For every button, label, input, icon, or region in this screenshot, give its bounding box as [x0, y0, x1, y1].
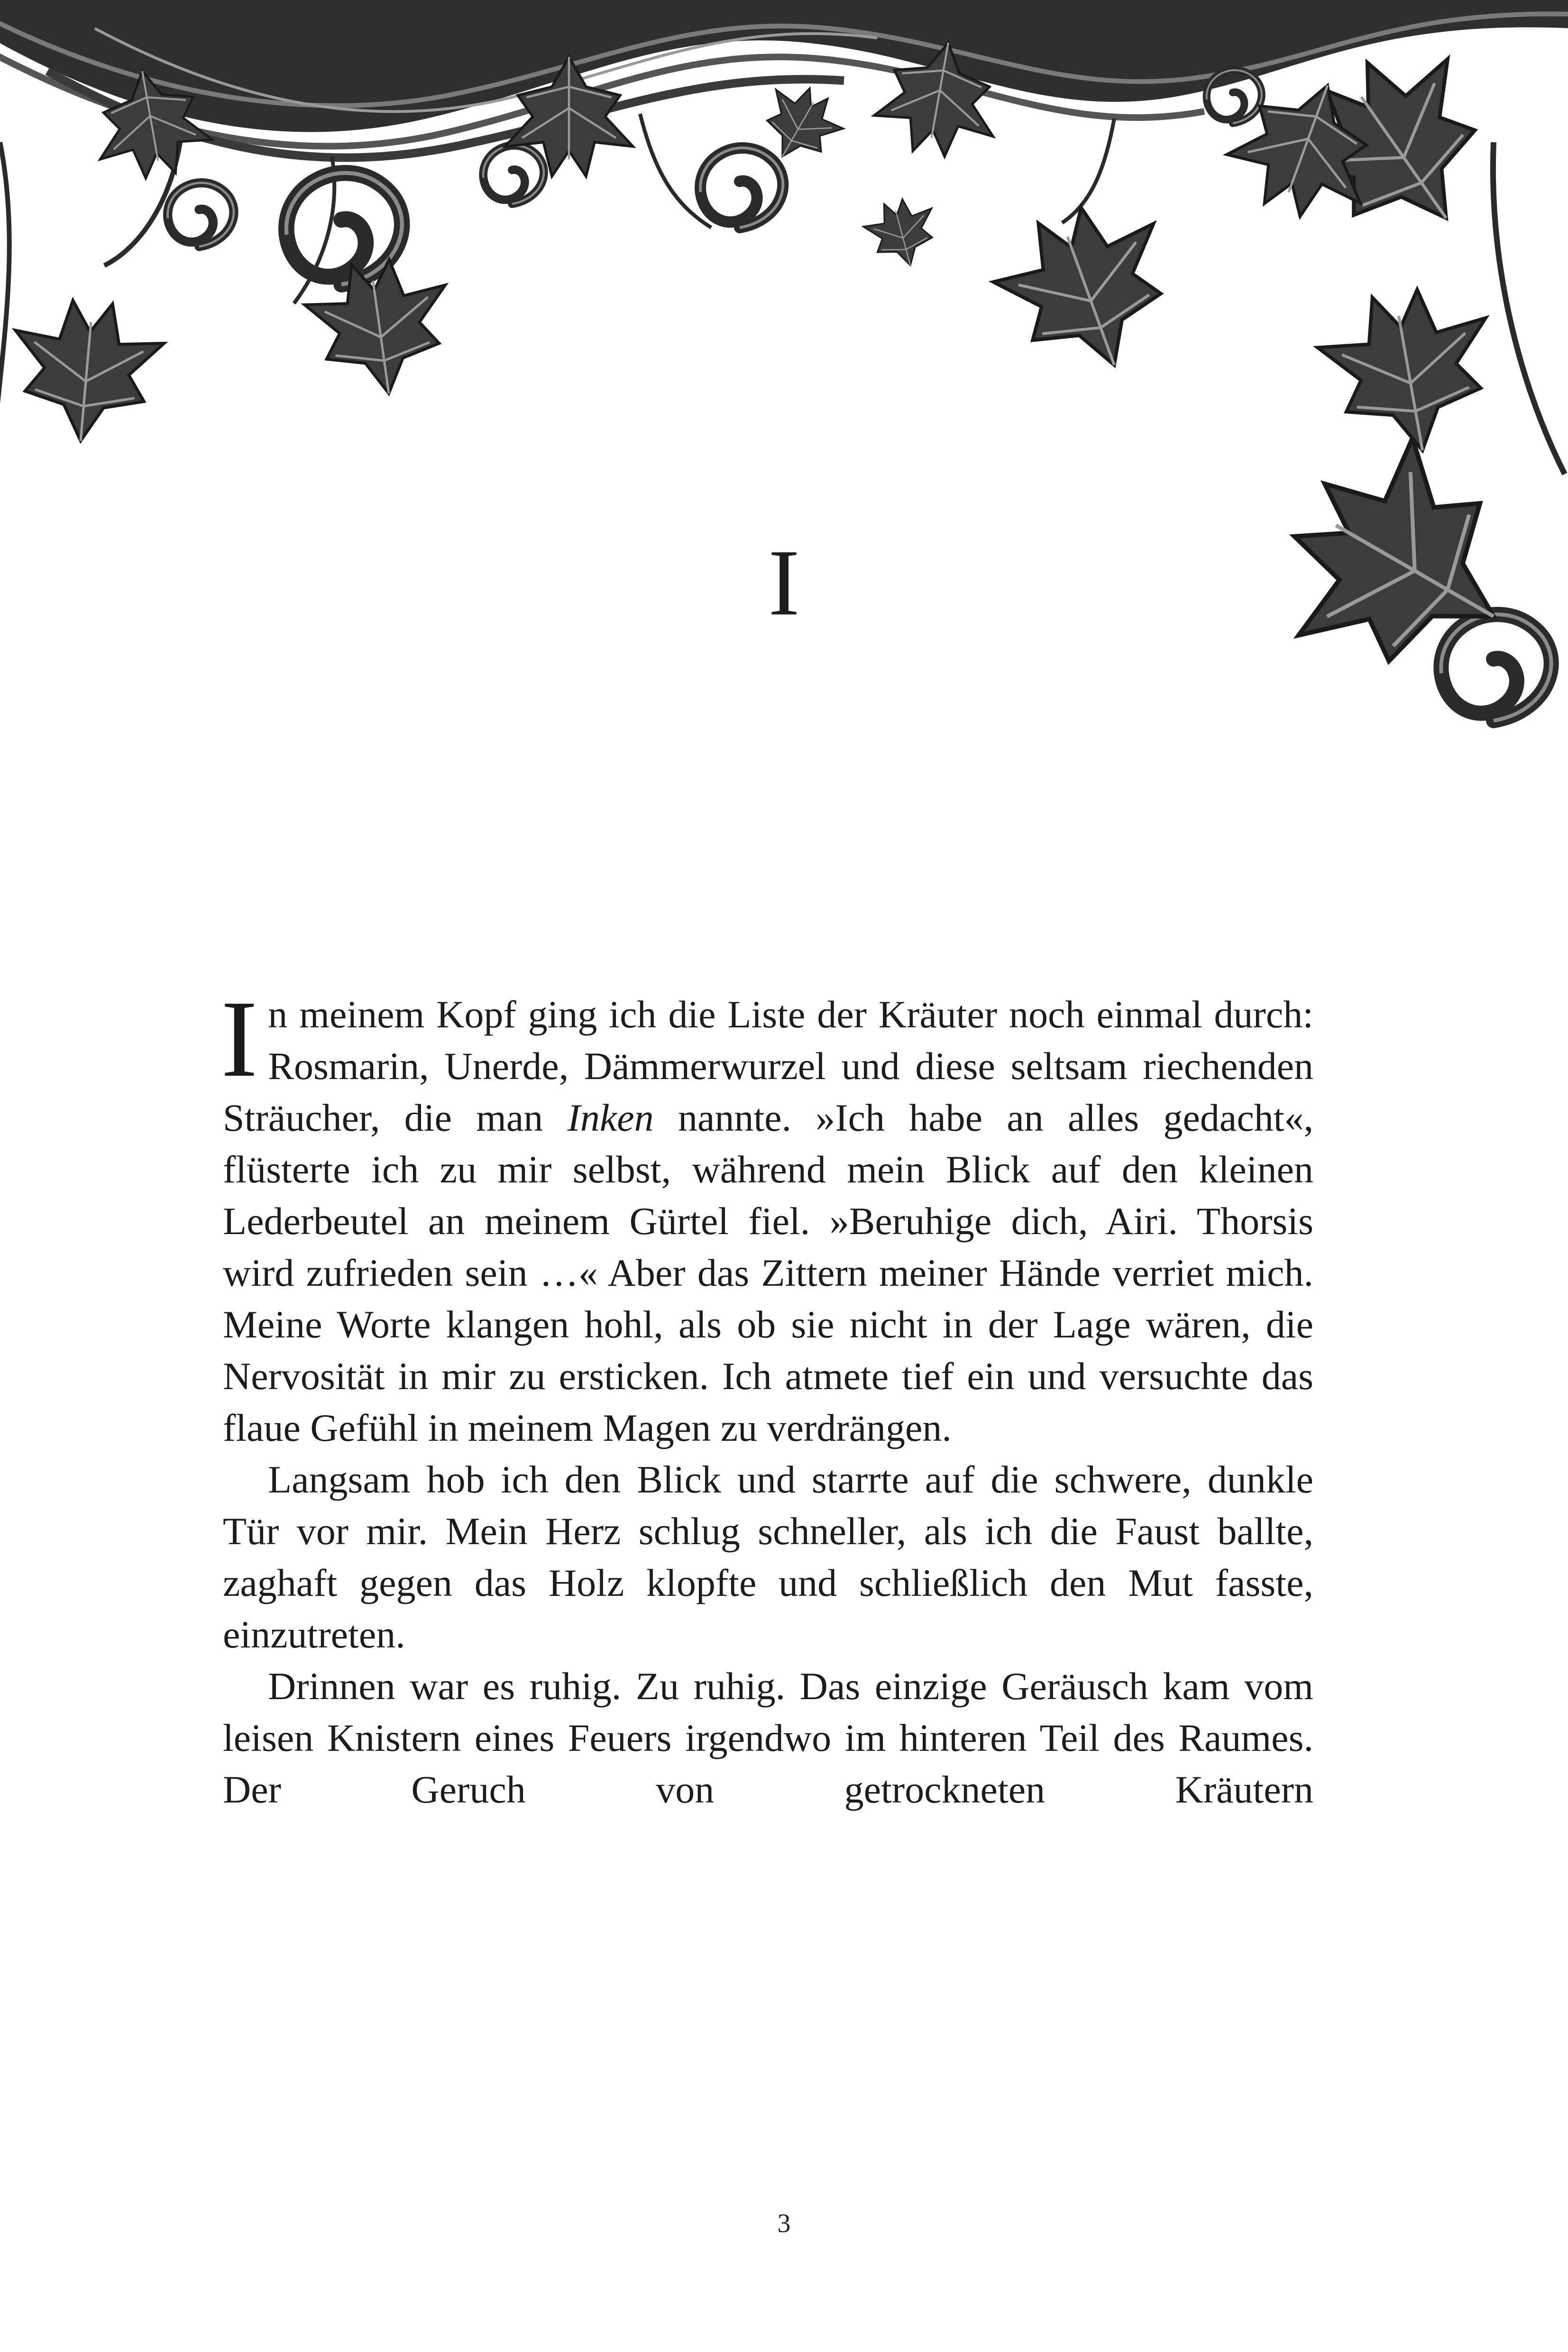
paragraph-1-italic: Inken — [567, 1096, 654, 1139]
chapter-number: I — [768, 531, 800, 635]
paragraph-1 — [221, 978, 1313, 1454]
paragraph-1-text-a: n meinem Kopf ging ich die Liste der Kräuter noch einmal durch: Rosmarin, Unerde, Dämmerwurzel und diese seltsam riechenden Sträucher, die man — [223, 993, 1313, 1139]
drop-cap: I — [221, 978, 258, 1100]
paragraph-2: Langsam hob ich den Blick und starrte auf die schwere, dunkle Tür vor mir. Mein Herz schlug schneller, als ich die Faust ballte, zaghaft gegen das Holz klopfte und schließlich den Mut fasste, einzutreten. — [223, 1458, 1313, 1656]
paragraph-3: Drinnen war es ruhig. Zu ruhig. Das einzige Geräusch kam vom leisen Knistern eines Feuers irgendwo im hinteren Teil des Raumes. Der Geruch von getrockneten Kräutern — [223, 1665, 1313, 1811]
paragraph-1-text-b: nannte. »Ich habe an alles gedacht«, flüsterte ich zu mir selbst, während mein Blick auf den kleinen Lederbeutel an meinem Gürtel fiel. »Beruhige dich, Airi. Thorsis wird zufrieden sein …« Aber das Zittern meiner Hände verriet mich. Meine Worte klangen hohl, als ob sie nicht in der Lage wären, die Nervosität in mir zu ersticken. Ich atmete tief ein und versuchte das flaue Gefühl in meinem Magen zu verdrängen. — [223, 1096, 1313, 1449]
page-number: 3 — [777, 2209, 791, 2238]
maple-leaf-vine-ornament — [0, 0, 1568, 806]
chapter-body — [221, 978, 1313, 1815]
